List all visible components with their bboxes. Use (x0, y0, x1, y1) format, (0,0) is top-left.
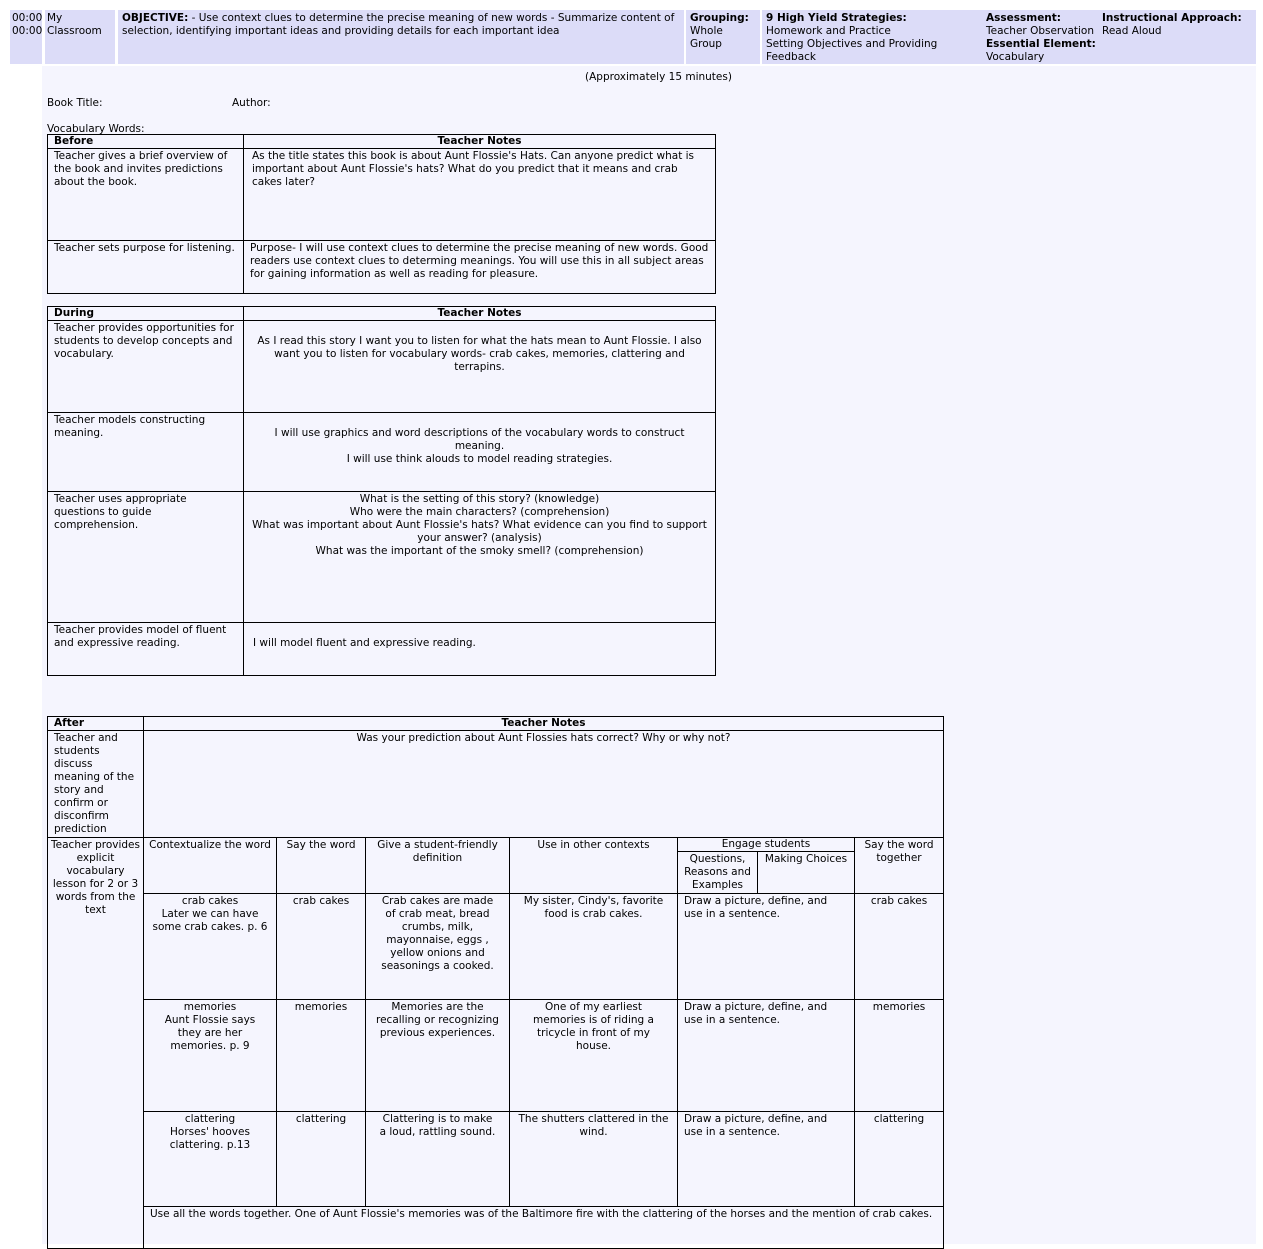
during-note: What is the setting of this story? (knowledge) Who were the main characters? (comprehension) What was important about Aunt Flossie's hats? What evidence can you find to support your answer? (analysis) What was the important of the smoky smell? (comprehension) (244, 492, 716, 623)
vocab-row (48, 1000, 944, 1112)
during-note: I will use graphics and word descriptions of the vocabulary words to construct meaning. I will use think alouds to model reading strategies. (244, 413, 716, 492)
word-other-context: My sister, Cindy's, favorite food is crab cakes. (510, 894, 678, 1000)
word-together: clattering (855, 1112, 944, 1207)
time-cell (10, 10, 42, 64)
before-step: Teacher sets purpose for listening. (48, 241, 244, 294)
after-header: After (48, 717, 144, 731)
during-step: Teacher uses appropriate questions to guide comprehension. (48, 492, 244, 623)
approach-value: Read Aloud (1102, 25, 1162, 37)
essential-element-value: Vocabulary (986, 51, 1045, 63)
approach-label: Instructional Approach: (1102, 12, 1242, 24)
objective-label: OBJECTIVE: (122, 12, 189, 24)
teacher-notes-header: Teacher Notes (144, 717, 944, 731)
during-note: I will model fluent and expressive reading. (244, 623, 716, 676)
word-engage: Draw a picture, define, and use in a sentence. (678, 1112, 855, 1207)
during-step: Teacher provides opportunities for students to develop concepts and vocabulary. (48, 321, 244, 413)
before-note: Purpose- I will use context clues to determine the precise meaning of new words. Good readers use context clues to determing meanings. You will use this in all subject areas for gaining information as well as reading for pleasure. (244, 241, 716, 294)
col-engage-students: Engage students (678, 838, 855, 852)
objective-text: - Use context clues to determine the precise meaning of new words - Summarize content of selection, identifying important ideas and providing details for each important idea (122, 12, 675, 37)
vocab-row (48, 1112, 944, 1207)
during-step: Teacher provides model of fluent and expressive reading. (48, 623, 244, 676)
after-note: Was your prediction about Aunt Flossies hats correct? Why or why not? (144, 731, 944, 838)
after-step: Teacher and students discuss meaning of the story and confirm or disconfirm prediction (48, 731, 144, 838)
after-table (47, 716, 944, 1249)
strategy-item: Homework and Practice (766, 25, 891, 37)
time-end: 00:00 (12, 25, 43, 37)
word-say: clattering (277, 1112, 366, 1207)
vocab-row (48, 894, 944, 1000)
grouping-label: Grouping: (690, 12, 749, 24)
word-together: crab cakes (855, 894, 944, 1000)
word-definition: Crab cakes are made of crab meat, bread crumbs, milk, mayonnaise, eggs , yellow onions and seasonings a cooked. (366, 894, 510, 1000)
word-together: memories (855, 1000, 944, 1112)
objective-cell (118, 10, 684, 64)
teacher-notes-header: Teacher Notes (244, 135, 716, 149)
strategy-item: Setting Objectives and Providing Feedback (766, 38, 938, 63)
col-say-word: Say the word (277, 838, 366, 894)
word-context: clattering Horses' hooves clattering. p.13 (144, 1112, 277, 1207)
during-header: During (48, 307, 244, 321)
before-step: Teacher gives a brief overview of the book and invites predictions about the book. (48, 149, 244, 241)
author-label: Author: (232, 97, 271, 109)
grouping-cell (686, 10, 760, 64)
vocab-summary: Use all the words together. One of Aunt Flossie's memories was of the Baltimore fire with the clattering of the horses and the mention of crab cakes. (144, 1207, 944, 1249)
before-note: As the title states this book is about Aunt Flossie's Hats. Can anyone predict what is important about Aunt Flossie's hats? What do you predict that it means and crab cakes later? (244, 149, 716, 241)
essential-element-label: Essential Element: (986, 38, 1096, 50)
col-questions: Questions, Reasons and Examples (678, 852, 758, 894)
vocabulary-words-label: Vocabulary Words: (47, 123, 145, 135)
grouping-value: Whole Group (690, 25, 723, 50)
after-step: Teacher provides explicit vocabulary lesson for 2 or 3 words from the text (48, 838, 144, 1249)
time-start: 00:00 (12, 12, 43, 24)
before-table (47, 134, 716, 294)
classroom-name: My Classroom (47, 12, 102, 37)
col-making-choices: Making Choices (758, 852, 855, 894)
word-say: memories (277, 1000, 366, 1112)
word-engage: Draw a picture, define, and use in a sentence. (678, 894, 855, 1000)
strategies-label: 9 High Yield Strategies: (766, 12, 907, 24)
book-title-label: Book Title: (47, 97, 103, 109)
word-engage: Draw a picture, define, and use in a sentence. (678, 1000, 855, 1112)
word-say: crab cakes (277, 894, 366, 1000)
assessment-label: Assessment: (986, 12, 1062, 24)
word-context: crab cakes Later we can have some crab cakes. p. 6 (144, 894, 277, 1000)
word-context: memories Aunt Flossie says they are her memories. p. 9 (144, 1000, 277, 1112)
duration-note: (Approximately 15 minutes) (585, 71, 732, 83)
assessment-value: Teacher Observation (986, 25, 1095, 37)
col-other-contexts: Use in other contexts (510, 838, 678, 894)
before-header: Before (48, 135, 244, 149)
col-definition: Give a student-friendly definition (366, 838, 510, 894)
col-say-together: Say the word together (855, 838, 944, 894)
info-cell (762, 10, 1256, 64)
during-note: As I read this story I want you to listen for what the hats mean to Aunt Flossie. I also want you to listen for vocabulary words- crab cakes, memories, clattering and terrapins. (244, 321, 716, 413)
word-other-context: One of my earliest memories is of riding a tricycle in front of my house. (510, 1000, 678, 1112)
during-step: Teacher models constructing meaning. (48, 413, 244, 492)
word-definition: Memories are the recalling or recognizing previous experiences. (366, 1000, 510, 1112)
classroom-cell (45, 10, 115, 64)
word-other-context: The shutters clattered in the wind. (510, 1112, 678, 1207)
col-contextualize: Contextualize the word (144, 838, 277, 894)
word-definition: Clattering is to make a loud, rattling sound. (366, 1112, 510, 1207)
during-table (47, 306, 716, 676)
teacher-notes-header: Teacher Notes (244, 307, 716, 321)
